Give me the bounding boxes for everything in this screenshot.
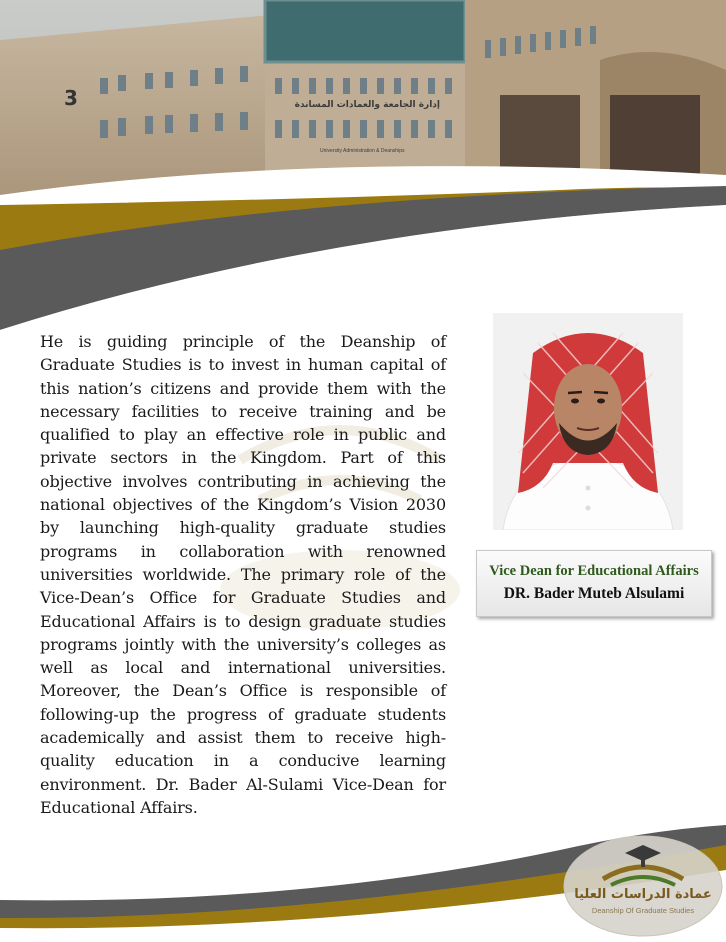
profile-role: Vice Dean for Educational Affairs bbox=[489, 563, 699, 579]
header-building-photo bbox=[0, 0, 726, 340]
article-body: He is guiding principle of the Deanship of Graduate Studies is to invest in human capital of this nation’s citizens and provide them with the necessary facilities to receive training and be qualified to play an effective role in public and private sectors in the Kingdom. Part of this objective involves contributing in achieving the national objectives of the Kingdom’s Vision 2030 by launching high-quality graduate studies programs in collaboration with renowned universities worldwide. The primary role of the Vice-Dean’s Office for Graduate Studies and Educational Affairs is to design graduate studies programs jointly with the university’s colleges as well as local and international universities. Moreover, the Dean’s Office is responsible of following-up the progress of graduate students academically and assist them to receive high-quality education in a conducive learning environment. Dr. Bader Al-Sulami Vice-Dean for Educational Affairs. bbox=[40, 332, 446, 817]
profile-name-box bbox=[476, 550, 712, 617]
deanship-logo bbox=[563, 835, 723, 937]
building-number: 3 bbox=[64, 86, 78, 110]
profile-name: DR. Bader Muteb Alsulami bbox=[503, 585, 685, 602]
logo-arabic-text: عمادة الدراسات العليا bbox=[574, 887, 712, 902]
building-sign-english: University Administration & Deanships bbox=[320, 148, 405, 154]
portrait-photo bbox=[493, 313, 683, 530]
building-sign-arabic: إدارة الجامعة والعمادات المساندة bbox=[294, 100, 440, 110]
logo-english-text: Deanship Of Graduate Studies bbox=[591, 906, 695, 915]
portrait-illustration bbox=[493, 313, 683, 530]
logo-emblem-icon bbox=[563, 835, 723, 937]
